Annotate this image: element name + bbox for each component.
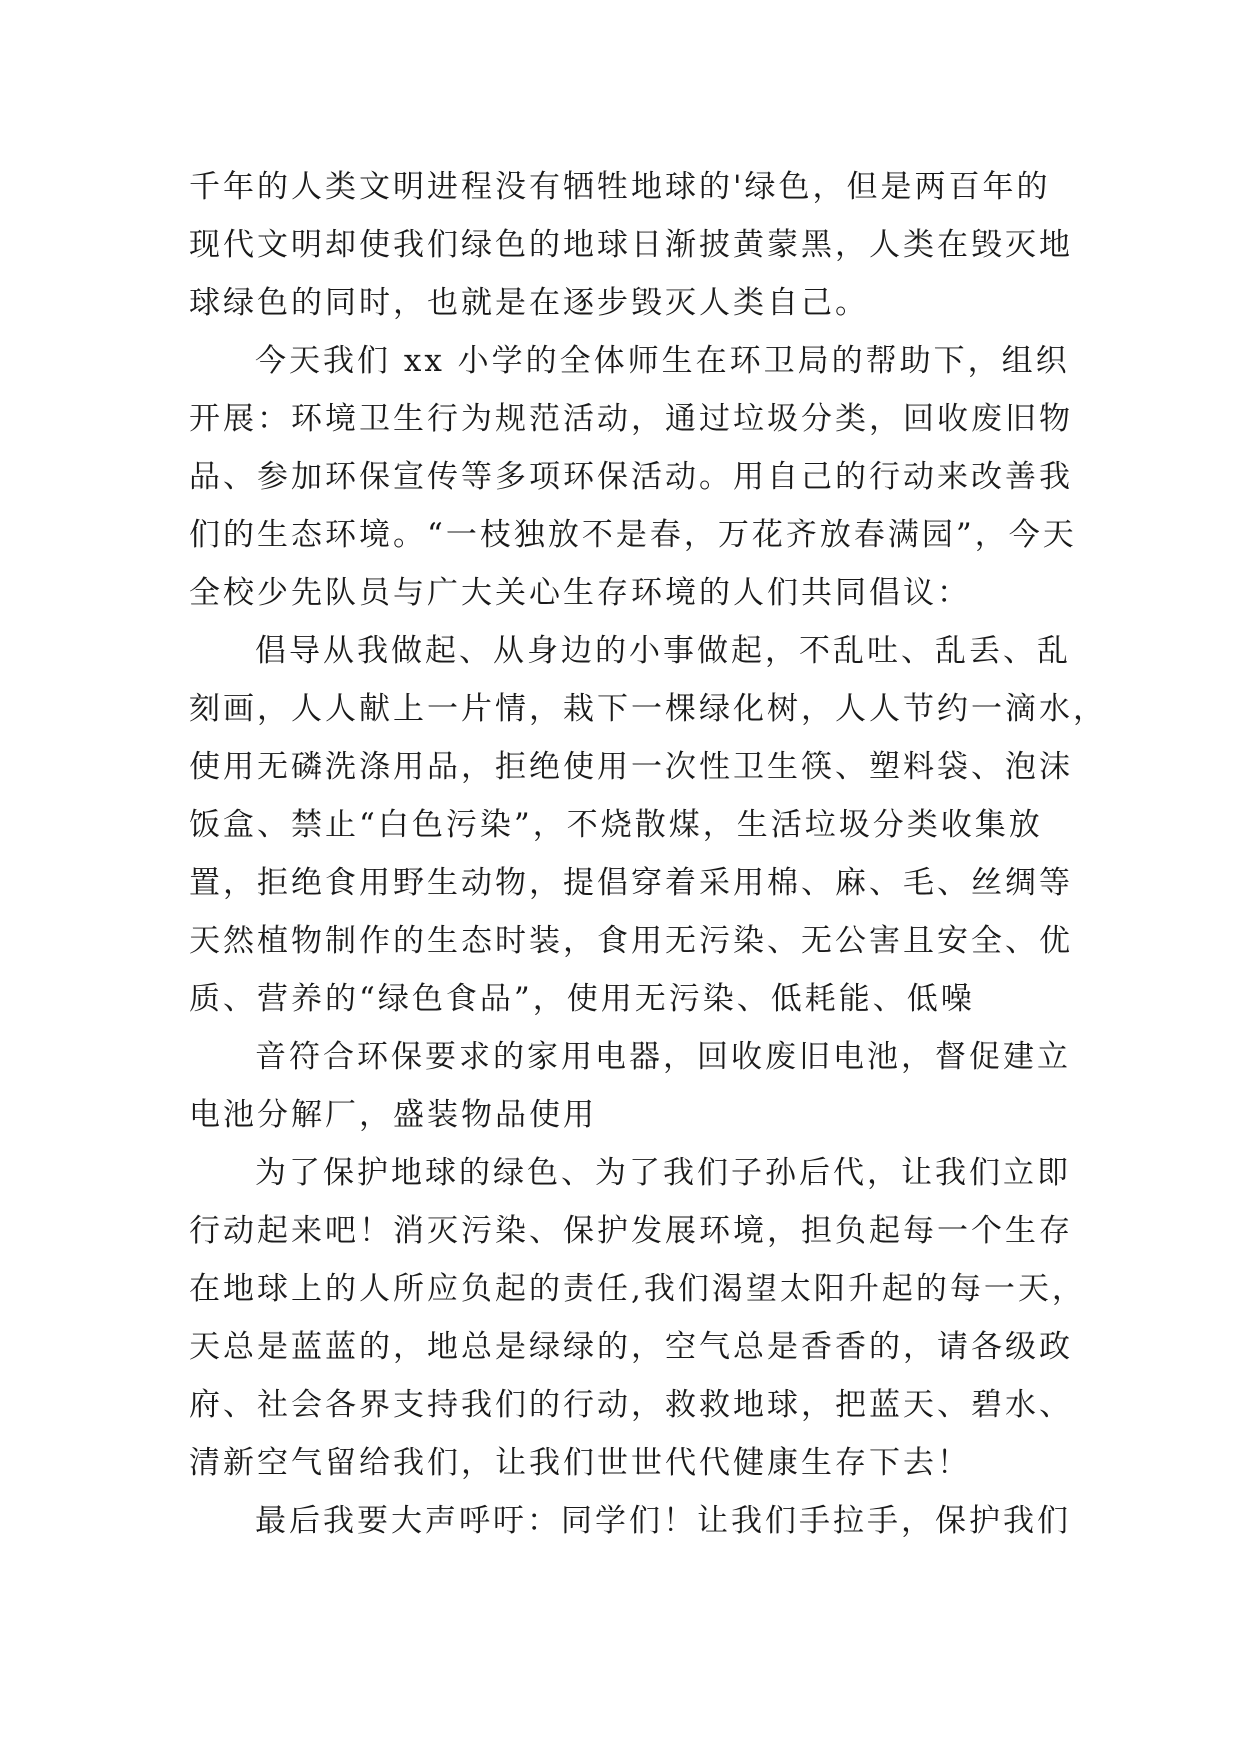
text-line: 电池分解厂，盛装物品使用 (189, 1097, 597, 1133)
paragraph (189, 332, 1077, 622)
text-line: 饭盒、禁止“白色污染”，不烧散煤，生活垃圾分类收集放 (189, 807, 1043, 843)
text-line: 球绿色的同时，也就是在逐步毁灭人类自己。 (189, 285, 869, 321)
text-line: 品、参加环保宣传等多项环保活动。用自己的行动来改善我 (189, 459, 1073, 495)
text-line: 现代文明却使我们绿色的地球日渐披黄蒙黑，人类在毁灭地 (189, 227, 1073, 263)
text-line: 今天我们 xx 小学的全体师生在环卫局的帮助下，组织 (255, 343, 1070, 379)
text-line: 行动起来吧！消灭污染、保护发展环境，担负起每一个生存 (189, 1213, 1073, 1249)
text-line: 们的生态环境。“一枝独放不是春，万花齐放春满园”，今天 (189, 517, 1077, 553)
text-line: 府、社会各界支持我们的行动，救救地球，把蓝天、碧水、 (189, 1387, 1073, 1423)
document-body (189, 158, 1107, 1550)
text-line: 使用无磷洗涤用品，拒绝使用一次性卫生筷、塑料袋、泡沫 (189, 749, 1073, 785)
text-line: 刻画，人人献上一片情，栽下一棵绿化树，人人节约一滴水， (189, 691, 1107, 727)
paragraph (189, 1144, 1086, 1492)
text-line: 千年的人类文明进程没有牺牲地球的'绿色，但是两百年的 (189, 169, 1051, 205)
text-line: 质、营养的“绿色食品”，使用无污染、低耗能、低噪 (189, 981, 975, 1017)
paragraph (189, 622, 1107, 1028)
text-line: 为了保护地球的绿色、为了我们子孙后代，让我们立即 (255, 1155, 1071, 1191)
text-line: 倡导从我做起、从身边的小事做起，不乱吐、乱丢、乱 (255, 633, 1071, 669)
text-line: 最后我要大声呼吁：同学们！让我们手拉手，保护我们 (255, 1503, 1071, 1539)
text-line: 在地球上的人所应负起的责任,我们渴望太阳升起的每一天， (189, 1271, 1086, 1307)
paragraph (189, 1492, 1069, 1550)
paragraph (189, 1028, 1069, 1144)
text-line: 全校少先队员与广大关心生存环境的人们共同倡议： (189, 575, 971, 611)
text-line: 清新空气留给我们，让我们世世代代健康生存下去！ (189, 1445, 971, 1481)
text-line: 置，拒绝食用野生动物，提倡穿着采用棉、麻、毛、丝绸等 (189, 865, 1073, 901)
text-line: 开展：环境卫生行为规范活动，通过垃圾分类，回收废旧物 (189, 401, 1073, 437)
text-line: 音符合环保要求的家用电器，回收废旧电池，督促建立 (255, 1039, 1071, 1075)
paragraph (189, 158, 1073, 332)
text-line: 天然植物制作的生态时装，食用无污染、无公害且安全、优 (189, 923, 1073, 959)
text-line: 天总是蓝蓝的，地总是绿绿的，空气总是香香的，请各级政 (189, 1329, 1073, 1365)
